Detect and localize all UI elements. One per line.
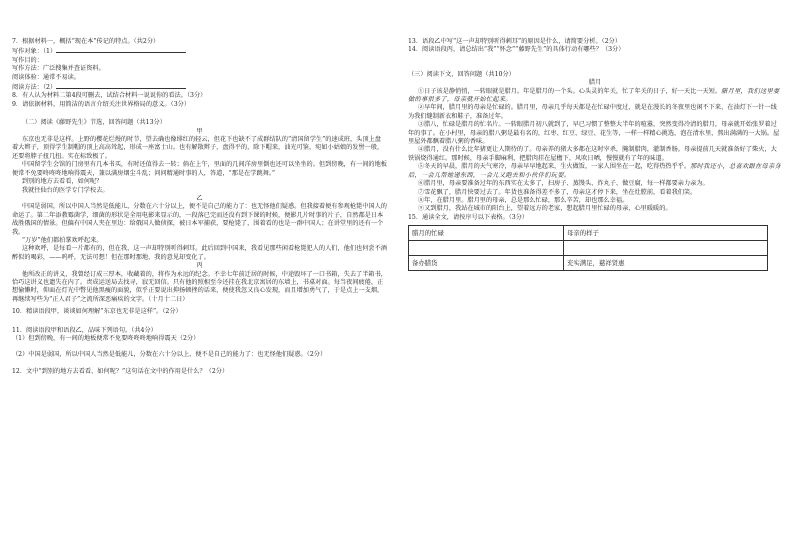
table-cell-blank[interactable]: [409, 241, 564, 256]
answer-table: [408, 225, 768, 271]
passage-yi-p1: 中国是弱国，所以中国人当然是低能儿，分数在六十分以上，便不是自己的能力了：也无怪他们疑惑。但我接着便有参观枪毙中国人的命运了。第二年添教霉菌学，细菌的形状是全用电影来显示的，一段落已完而还没有到下课的时候，便影几片时事的片子，自然都是日本战胜俄国的情景。但偏有中国人夹在里边：给俄国人做侦探，被日本军捕获，要枪毙了，围着看的也是一群中国人；在讲堂里的还有一个我。: [12, 203, 387, 236]
table-cell: 腊月的忙碌: [409, 226, 564, 241]
passage-yi-p2: “万岁”他们都拍掌欢呼起来。: [21, 236, 103, 244]
article-p2: ②早年间，腊月里的母亲是忙碌的。腊月里，母亲几乎每天都是在忙碌中度过，就是在漫长的冬夜里也闲不下来，在油灯下一针一线为我们缝制新衣和鞋子，准备过年。: [408, 104, 777, 120]
table-cell-blank[interactable]: [564, 241, 768, 256]
passage-jia-p1: 东京也无非是这样。上野的樱花烂熳的时节，望去确也像绯红的轻云，但花下也缺不了成群结队的“清国留学生”的速成班，头顶上盘着大辫子，顶得学生制帽的顶上高高耸起，形成一座富士山。也有解散辫子，盘得平的，除下帽来，油光可鉴，宛如小姑娘的发髻一般，还要将脖子扭几扭。实在标致极了。: [12, 136, 384, 160]
q7-line-4: 阅读体验：通常不易读。: [12, 73, 81, 81]
article-title: 腊月: [588, 79, 602, 87]
table-cell: 充实满足，慈祥贤惠: [564, 256, 768, 271]
question-13: 13．语段乙中写“这一声却特别听得刺耳”的原因是什么，请简要分析。（2分）: [408, 38, 622, 45]
article-p1: ①日子该是静悄悄，一转眼就是腊月。年是腊月的一个头。心头灵的年关，忙了年关的日子，好一天比一天短。腊月里，我们这里要做的事很多了，母亲就开始忙起来。: [408, 87, 780, 104]
question-11-2: （2）中国是弱国，所以中国人当然是低能儿，分数在六十分以上，便不是自己的能力了：也无怪他们疑惑。（2分）: [12, 351, 327, 359]
section-3-title: （三）阅读下文，回答问题（共10分）: [408, 70, 515, 78]
question-14: 14．阅读语段丙，请总结出“我”“怀念”“藤野先生”的具体行动有哪些？（3分）: [408, 46, 625, 54]
table-row: [409, 226, 768, 241]
table-row: [409, 241, 768, 256]
article-p4: ④腊月，没有什么比年猪更让人期待的了。母亲养的猪大多都在这时宰杀，腌制腊肉，灌制香肠。母亲提前几天就准备好了柴火，大铁锅烧得通红。那时候，母亲手脚麻利，把腊肉挂在屋檐下，风吹日晒，慢慢就有了年的味道。: [408, 146, 777, 162]
question-9: 9．请依据材料，用简洁的语言介绍关注世界格局的意义。（3分）: [12, 100, 191, 108]
article-p5: ⑤冬天的早晨，腊月的天气寒冷，母亲早早地起来，生火做饭，一家人围坐在一起，吃得热热乎乎。那时我还小，总喜欢跟在母亲身后，一会儿帮她递东西，一会儿又跑去和小伙伴们玩耍。: [408, 163, 781, 179]
q7-line-2: 写作目的：: [12, 56, 43, 64]
article-p6: ⑥腊月里，母亲要准备过年的东西实在太多了，扫房子、蒸馒头、炸丸子、做豆腐，每一样都要亲力亲为。: [417, 180, 709, 188]
question-8: 8．有人认为材料二第4段可删去，试结合材料一说说你的看法。（3分）: [12, 92, 207, 100]
passage-jia-label: 甲: [196, 127, 203, 135]
passage-bing-p1: 他所改正的讲义，我曾经订成三厚本，收藏着的，将作为永远的纪念。不幸七年前迁居的时候，中途毁坏了一口书箱，失去了半箱书，恰巧这讲义也遗失在内了。责成运送局去找寻，寂无回信。只有他的照相至今还挂在我北京寓居的东墙上，书桌对面。每当夜间疲倦，正想偷懒时，仰面在灯光中瞥见他黑瘦的面貌，似乎正要说出抑扬顿挫的话来，便使我忽又良心发现，而且增加勇气了，于是点上一支烟，再继续写些为“正人君子”之流所深恶痛疾的文字。（十月十二日）: [12, 270, 387, 303]
passage-yi-p3: 这种欢呼，是每看一片都有的，但在我，这一声却特别听得刺耳。此后回到中国来，我看见那些闲看枪毙犯人的人们，他们也何尝不酒醉似的喝彩，——呜呼，无法可想！但在那时那地，我的意见却变化了。: [12, 245, 387, 261]
question-10: 10．精读语段甲，谈谈如何理解“东京也无非是这样”。（2分）: [12, 308, 182, 316]
passage-yi-label: 乙: [196, 194, 203, 202]
passage-bing-label: 丙: [196, 262, 203, 270]
passage-jia-p2: 中国留学生会馆的门房里有几本书买，有时还值得去一转；倘在上午，里面的几间洋房里倒也还可以坐坐的。但到傍晚，有一间的地板便常不免要咚咚咚地响得震天，兼以满房烟尘斗乱；问问精通时事的人，答道，“那是在学跳舞。”: [12, 161, 387, 177]
article-p8: ⑧年，在腊月里。腊月里的母亲，总是那么忙碌，那么辛苦，却也那么幸福。: [417, 196, 629, 204]
table-row: [409, 256, 768, 271]
table-cell: 备办腊货: [409, 256, 564, 271]
q7-line-1: 写作对象：（1）: [12, 46, 387, 56]
handwritten-note-1: 腊月里，我们这里要做的事很多了，母亲就开始忙起来。: [408, 87, 780, 104]
article-p3: ③腊八，忙碌是腊月的忙名片。一转眼腊月初八就到了，早已习惯了整整大半年的喧嚣，突然变得冷清的腊月，母亲就开始张罗着过年的事了。在小村里，母亲的腊八粥是最有名的，红枣、红豆、绿豆、花生等，一样一样精心挑选，泡在清水里，熬出满满的一大锅。屋里屋外都飘着腊八粥的香味。: [408, 121, 780, 146]
question-15: 15．通读全文，请按序号以下表格。（3分）: [408, 213, 529, 221]
table-cell: 母亲的样子: [564, 226, 768, 241]
question-11-1: （1）但到傍晚，有一间的地板便常不免要咚咚咚地响得震天（2分）: [12, 335, 200, 342]
passage-jia-p3: 到别的地方去看看，如何呢？: [21, 178, 103, 186]
q7-line-5: 阅读方法：（2）: [12, 82, 387, 92]
question-7: 7．根据材料一，概括“现在本”传记的特点。（共2分）: [12, 38, 160, 45]
passage-jia-p4: 我就往仙台的医学专门学校去。: [21, 186, 109, 194]
answer-blank-2[interactable]: [56, 82, 186, 89]
section-2-title: （二）阅读《藤野先生》节选，回答问题（共13分）: [21, 119, 166, 127]
q7-line-3: 写作方法：广泛搜集并查证资料。: [12, 65, 105, 73]
question-11: 11．阅读语段甲和语段乙，品味下列语句。（共4分）: [12, 326, 157, 334]
right-column: [408, 38, 782, 271]
left-column: [12, 38, 387, 376]
answer-blank-1[interactable]: [56, 46, 186, 53]
article-p7: ⑦雪花飘了，腊月快要过去了。年货也准备得差不多了，母亲这才停下来，坐在灶膛前，看着我们笑。: [417, 188, 697, 196]
handwritten-note-2: 那时我还小，总喜欢跟在母亲身后，一会儿帮她递东西，一会儿又跑去和小伙伴们玩耍。: [408, 163, 781, 179]
question-12: 12．文中“到别的地方去看看，如何呢？”这句话在文中的作用是什么？（2分）: [12, 367, 229, 375]
article-p9: ⑨又到腊月，我站在城市的阳台上，望着远方的老家，想起腊月里忙碌的母亲，心里暖暖的。: [417, 205, 672, 213]
